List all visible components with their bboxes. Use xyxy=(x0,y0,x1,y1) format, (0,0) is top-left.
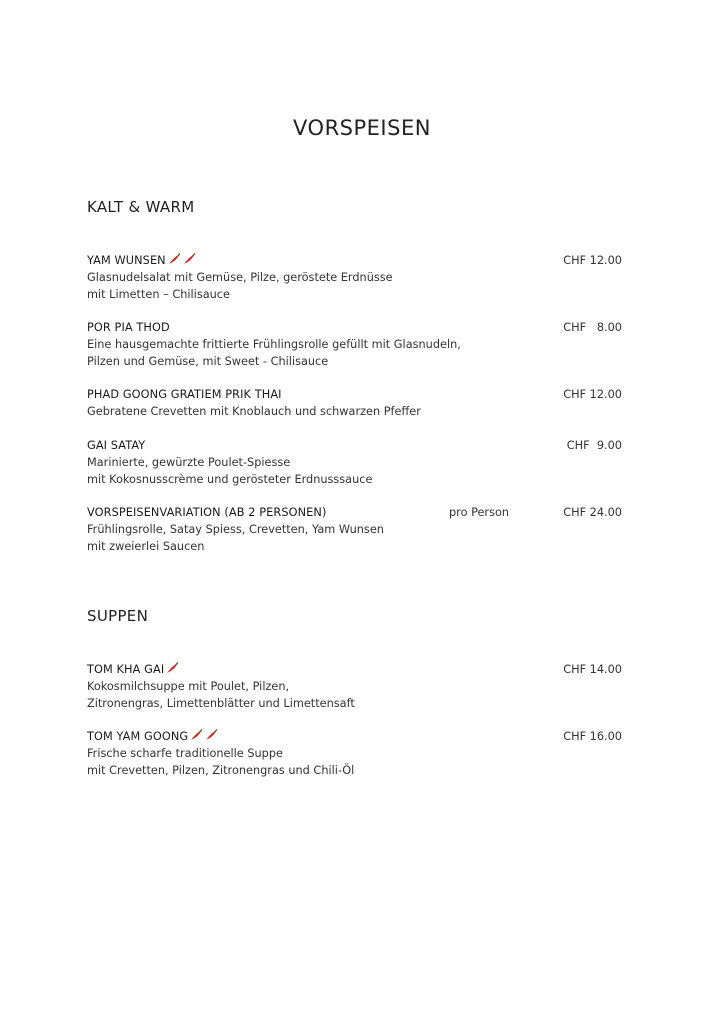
menu-item-price: CHF 8.00 xyxy=(563,321,622,334)
menu-item-header xyxy=(87,504,622,521)
menu-item xyxy=(87,319,622,370)
menu-item xyxy=(87,437,622,488)
menu-item-description: Zitronengras, Limettenblätter und Limettensaft xyxy=(87,697,355,710)
chili-pepper-icon xyxy=(190,729,203,741)
menu-item-price: CHF 9.00 xyxy=(566,439,622,452)
menu-item-price: CHF 24.00 xyxy=(563,506,622,519)
menu-item-description: Frische scharfe traditionelle Suppe xyxy=(87,747,283,760)
menu-item-description: Frühlingsrolle, Satay Spiess, Crevetten, Yam Wunsen xyxy=(87,523,384,536)
chili-pepper-icon xyxy=(166,662,179,674)
menu-item-price: CHF 14.00 xyxy=(563,663,622,676)
menu-item xyxy=(87,661,622,712)
menu-item-header xyxy=(87,728,622,745)
chili-pepper-icon xyxy=(183,253,196,265)
menu-item-header xyxy=(87,319,622,336)
menu-item-name: GAI SATAY xyxy=(87,439,146,452)
menu-item-description: Pilzen und Gemüse, mit Sweet - Chilisauce xyxy=(87,355,329,368)
menu-item-description: Kokosmilchsuppe mit Poulet, Pilzen, xyxy=(87,680,290,693)
menu-item-description: Eine hausgemachte frittierte Frühlingsrolle gefüllt mit Glasnudeln, xyxy=(87,338,461,351)
chili-pepper-icon xyxy=(168,253,181,265)
menu-item-description: Marinierte, gewürzte Poulet-Spiesse xyxy=(87,456,291,469)
section-heading: KALT & WARM xyxy=(87,198,195,216)
menu-item-price: CHF 16.00 xyxy=(563,730,622,743)
page-title: VORSPEISEN xyxy=(293,116,431,140)
menu-item xyxy=(87,504,622,555)
menu-item-description: mit Kokosnusscrème und gerösteter Erdnusssauce xyxy=(87,473,373,486)
menu-item-header xyxy=(87,437,622,454)
menu-item-name: POR PIA THOD xyxy=(87,321,170,334)
menu-item xyxy=(87,252,622,303)
menu-item xyxy=(87,386,622,420)
menu-item-name: YAM WUNSEN xyxy=(87,254,166,267)
menu-item-price: CHF 12.00 xyxy=(563,254,622,267)
chili-pepper-icon xyxy=(205,729,218,741)
menu-item-description: mit Limetten – Chilisauce xyxy=(87,288,230,301)
menu-item-description: Gebratene Crevetten mit Knoblauch und schwarzen Pfeffer xyxy=(87,405,421,418)
menu-item-header xyxy=(87,661,622,678)
price-note: pro Person xyxy=(449,506,510,519)
menu-item-price: CHF 12.00 xyxy=(563,388,622,401)
menu-item-name: PHAD GOONG GRATIEM PRIK THAI xyxy=(87,388,282,401)
section-heading: SUPPEN xyxy=(87,607,149,625)
menu-item-name: TOM KHA GAI xyxy=(87,663,165,676)
menu-item-header xyxy=(87,386,622,403)
menu-item-header xyxy=(87,252,622,269)
menu-item-name: VORSPEISENVARIATION (AB 2 PERSONEN) xyxy=(87,506,327,519)
menu-item-description: mit Crevetten, Pilzen, Zitronengras und Chili-Öl xyxy=(87,764,355,777)
menu-item-name: TOM YAM GOONG xyxy=(87,730,189,743)
menu-item-description: mit zweierlei Saucen xyxy=(87,540,205,553)
menu-item xyxy=(87,728,622,779)
menu-item-description: Glasnudelsalat mit Gemüse, Pilze, geröstete Erdnüsse xyxy=(87,271,393,284)
